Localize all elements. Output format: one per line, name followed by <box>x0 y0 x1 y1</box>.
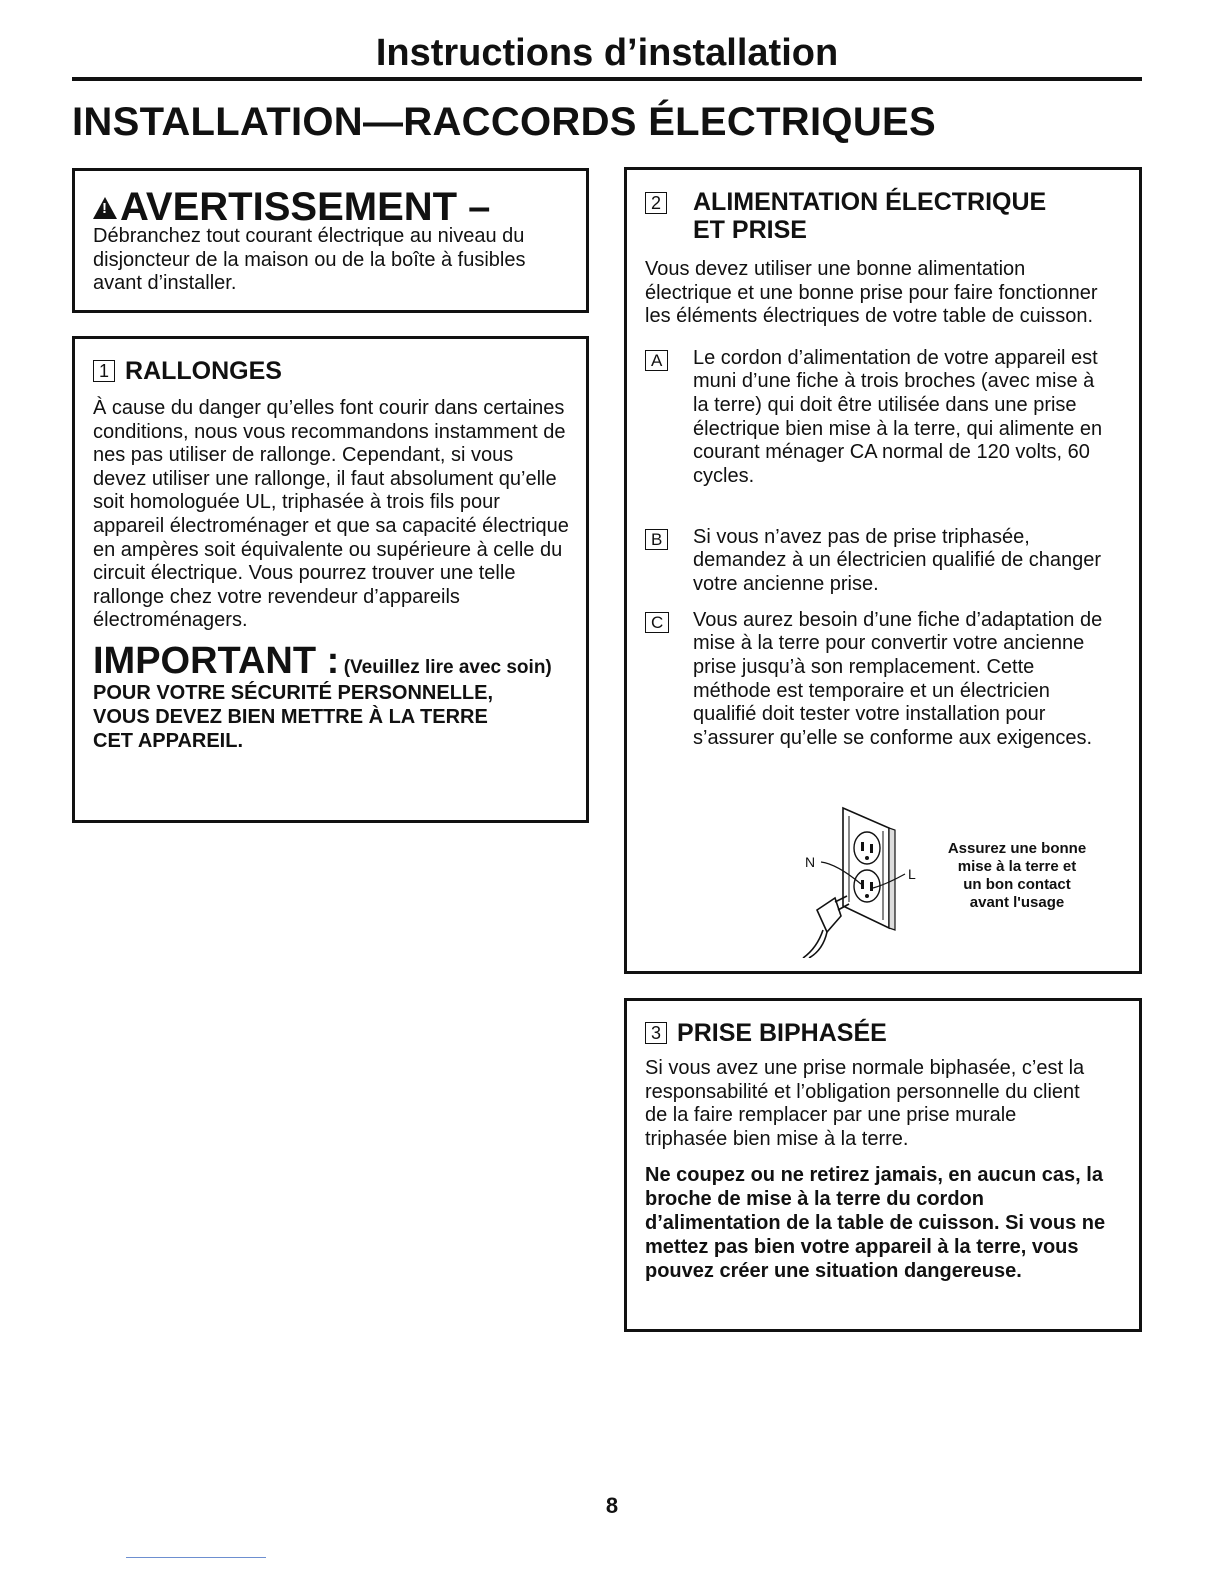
header-rule <box>72 77 1142 81</box>
label-l: L <box>908 866 916 882</box>
warning-title: AVERTISSEMENT – <box>120 185 491 229</box>
section1-title: RALLONGES <box>125 357 282 385</box>
section1-heading <box>93 357 568 385</box>
section2-title-line1: ALIMENTATION ÉLECTRIQUE <box>693 188 1047 216</box>
item-c-text: Vous aurez besoin d’une fiche d’adaptation de mise à la terre pour convertir votre ancienne prise jusqu’à son remplacement. Cette méthode est temporaire et un électricien qualifié doit tester votre installation pour s’assurer qu’elle se conforme aux exigences. <box>693 608 1103 749</box>
list-item-c <box>645 609 1105 751</box>
figure-caption: Assurez une bonne mise à la terre et un bon contact avant l'usage <box>947 840 1087 911</box>
section-rallonges <box>72 336 589 823</box>
section3-warning-text: Ne coupez ou ne retirez jamais, en aucun cas, la broche de mise à la terre du cordon d’alimentation de la table de cuisson. Si vous ne mettez pas bien votre appareil à la terre, vous pouvez créer une situation dangereuse. <box>645 1164 1106 1283</box>
running-header: Instructions d’installation <box>375 32 839 74</box>
page-title: INSTALLATION—RACCORDS ÉLECTRIQUES <box>72 100 936 144</box>
important-heading <box>93 641 568 681</box>
item-b-text: Si vous n’avez pas de prise triphasée, demandez à un électricien qualifié de changer votre ancienne prise. <box>693 525 1102 595</box>
section1-number: 1 <box>93 360 115 382</box>
section1-text: À cause du danger qu’elles font courir dans certaines conditions, nous vous recommandons instamment de nes pas utiliser de rallonge. Cependant, si vous devez utiliser une rallonge, il faut absolument qu’elle soit homologuée UL, triphasée à trois fils pour appareil électroménager et que sa capacité électrique en ampères soit équivalente ou supérieure à celle du circuit électrique. Vous pourrez trouver une telle rallonge chez votre revendeur d’appareils électroménagers. <box>93 397 569 632</box>
item-b-tag: B <box>645 529 668 550</box>
section2-title-line2: ET PRISE <box>693 216 807 244</box>
item-c-tag: C <box>645 612 669 633</box>
section2-heading <box>645 188 1121 244</box>
section2-intro: Vous devez utiliser une bonne alimentation électrique et une bonne prise pour faire fonctionner les éléments électriques de votre table de cuisson. <box>645 258 1098 328</box>
important-label: IMPORTANT : <box>93 639 340 682</box>
item-a-tag: A <box>645 350 668 371</box>
item-a-text: Le cordon d’alimentation de votre appareil est muni d’une fiche à trois broches (avec mise à la terre) qui doit être utilisée dans une prise électrique bien mise à la terre, qui alimente en courant ménager CA normal de 120 volts, 60 cycles. <box>693 346 1103 487</box>
grounded-outlet-illustration <box>777 798 947 958</box>
section2-number: 2 <box>645 192 667 214</box>
section-prise-biphasee <box>624 998 1142 1332</box>
section-alimentation <box>624 167 1142 974</box>
section3-heading <box>645 1019 1121 1047</box>
warning-box <box>72 168 589 313</box>
important-sub: (Veuillez lire avec soin) <box>343 656 552 678</box>
label-n: N <box>805 854 816 870</box>
warning-triangle-icon <box>93 197 117 219</box>
footer-line <box>126 1557 266 1558</box>
section3-number: 3 <box>645 1022 667 1044</box>
section3-title: PRISE BIPHASÉE <box>677 1019 887 1047</box>
warning-heading <box>93 185 568 229</box>
important-text: POUR VOTRE SÉCURITÉ PERSONNELLE, VOUS DEVEZ BIEN METTRE À LA TERRE CET APPAREIL. <box>93 681 494 752</box>
page-number: 8 <box>605 1493 619 1518</box>
outlet-figure <box>777 798 947 958</box>
warning-text: Débranchez tout courant électrique au niveau du disjoncteur de la maison ou de la boîte à fusibles avant d’installer. <box>93 225 526 295</box>
list-item-a <box>645 347 1105 489</box>
list-item-b <box>645 526 1105 597</box>
section3-text: Si vous avez une prise normale biphasée, c’est la responsabilité et l’obligation personnelle du client de la faire remplacer par une prise murale triphasée bien mise à la terre. <box>645 1057 1085 1150</box>
